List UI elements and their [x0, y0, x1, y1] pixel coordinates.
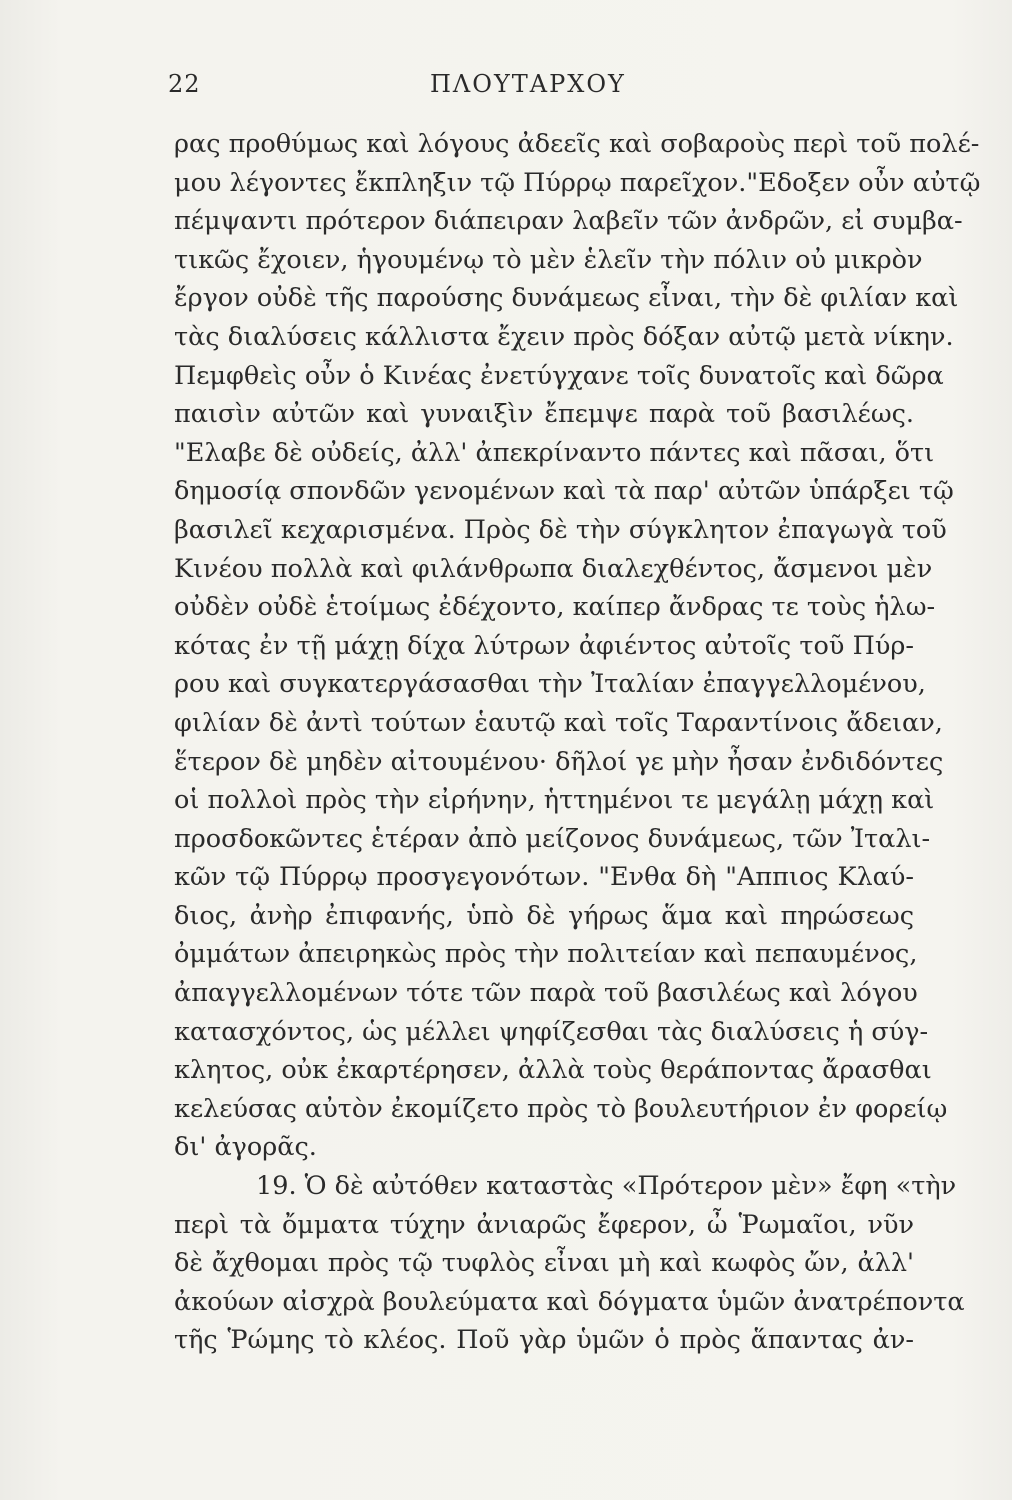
text-line: τῆς Ῥώμης τὸ κλέος. Ποῦ γὰρ ὑμῶν ὁ πρὸς ἅπαντας ἀν-: [174, 1325, 914, 1356]
text-line: τὰς διαλύσεις κάλλιστα ἔχειν πρὸς δόξαν αὐτῷ μετὰ νίκην.: [174, 321, 954, 352]
section-19-start-line: 19. Ὁ δὲ αὐτόθεν καταστὰς «Πρότερον μὲν» ἔφη «τὴν: [256, 1171, 957, 1202]
text-line: ρου καὶ συγκατεργάσασθαι τὴν Ἰταλίαν ἐπαγγελλομένου,: [174, 669, 926, 700]
text-line: τικῶς ἔχοιεν, ἡγουμένῳ τὸ μὲν ἑλεῖν τὴν πόλιν οὐ μικρὸν: [174, 244, 923, 275]
text-line: μου λέγοντες ἔκπληξιν τῷ Πύρρῳ παρεῖχον."Εδοξεν οὖν αὐτῷ: [174, 167, 981, 198]
text-line: οὐδὲν οὐδὲ ἑτοίμως ἐδέχοντο, καίπερ ἄνδρας τε τοὺς ἡλω-: [174, 592, 936, 623]
text-line: ἀκούων αἰσχρὰ βουλεύματα καὶ δόγματα ὑμῶν ἀνατρέποντα: [174, 1286, 965, 1317]
text-line: Κινέου πολλὰ καὶ φιλάνθρωπα διαλεχθέντος, ἄσμενοι μὲν: [174, 553, 933, 584]
text-line: φιλίαν δὲ ἀντὶ τούτων ἑαυτῷ καὶ τοῖς Ταραντίνοις ἄδειαν,: [174, 707, 943, 738]
text-line: κλητος, οὐκ ἐκαρτέρησεν, ἀλλὰ τοὺς θεράποντας ἄρασθαι: [174, 1055, 932, 1086]
text-line: κότας ἐν τῇ μάχῃ δίχα λύτρων ἀφιέντος αὐτοῖς τοῦ Πύρ-: [174, 630, 914, 661]
text-line: παισὶν αὐτῶν καὶ γυναιξὶν ἔπεμψε παρὰ τοῦ βασιλέως.: [174, 399, 914, 430]
text-line: Πεμφθεὶς οὖν ὁ Κινέας ἐνετύγχανε τοῖς δυνατοῖς καὶ δῶρα: [174, 360, 944, 391]
text-line: ρας προθύμως καὶ λόγους ἀδεεῖς καὶ σοβαροὺς περὶ τοῦ πολέ-: [174, 129, 980, 159]
text-line: κατασχόντος, ὡς μέλλει ψηφίζεσθαι τὰς διαλύσεις ἡ σύγ-: [174, 1016, 929, 1047]
text-line: βασιλεῖ κεχαρισμένα. Πρὸς δὲ τὴν σύγκλητον ἐπαγωγὰ τοῦ: [174, 514, 947, 545]
text-line: "Ελαβε δὲ οὐδείς, ἀλλ' ἀπεκρίναντο πάντες καὶ πᾶσαι, ὅτι: [174, 437, 935, 468]
text-line: οἱ πολλοὶ πρὸς τὴν εἰρήνην, ἡττημένοι τε μεγάλῃ μάχῃ καὶ: [174, 785, 935, 816]
text-line: περὶ τὰ ὄμματα τύχην ἀνιαρῶς ἔφερον, ὦ Ῥωμαῖοι, νῦν: [174, 1209, 914, 1240]
body-text: [174, 125, 981, 1360]
text-line: ἀπαγγελλομένων τότε τῶν παρὰ τοῦ βασιλέως καὶ λόγου: [174, 978, 918, 1009]
text-line: κῶν τῷ Πύρρῳ προσγεγονότων. "Ενθα δὴ "Αππιος Κλαύ-: [174, 862, 914, 893]
text-line: διος, ἀνὴρ ἐπιφανής, ὑπὸ δὲ γήρως ἅμα καὶ πηρώσεως: [174, 900, 914, 931]
page-number: 22: [168, 70, 201, 98]
text-line: ὀμμάτων ἀπειρηκὼς πρὸς τὴν πολιτείαν καὶ πεπαυμένος,: [174, 939, 918, 970]
text-line: ἔργον οὐδὲ τῆς παρούσης δυνάμεως εἶναι, τὴν δὲ φιλίαν καὶ: [174, 283, 959, 314]
text-line: δημοσίᾳ σπονδῶν γενομένων καὶ τὰ παρ' αὐτῶν ὑπάρξει τῷ: [174, 476, 954, 507]
text-line: δὲ ἄχθομαι πρὸς τῷ τυφλὸς εἶναι μὴ καὶ κωφὸς ὤν, ἀλλ': [174, 1248, 914, 1279]
text-line: ἕτερον δὲ μηδὲν αἰτουμένου· δῆλοί γε μὴν ἦσαν ἐνδιδόντες: [174, 746, 944, 777]
running-title: ΠΛΟΥΤΑΡΧΟΥ: [430, 70, 626, 98]
paragraph-end-line: δι' ἀγορᾶς.: [174, 1132, 317, 1163]
text-line: πέμψαντι πρότερον διάπειραν λαβεῖν τῶν ἀνδρῶν, εἰ συμβα-: [174, 206, 963, 237]
text-line: προσδοκῶντες ἑτέραν ἀπὸ μείζονος δυνάμεως, τῶν Ἰταλι-: [174, 823, 931, 854]
page-header: [168, 70, 868, 110]
text-line: κελεύσας αὐτὸν ἐκομίζετο πρὸς τὸ βουλευτήριον ἐν φορείῳ: [174, 1093, 948, 1124]
